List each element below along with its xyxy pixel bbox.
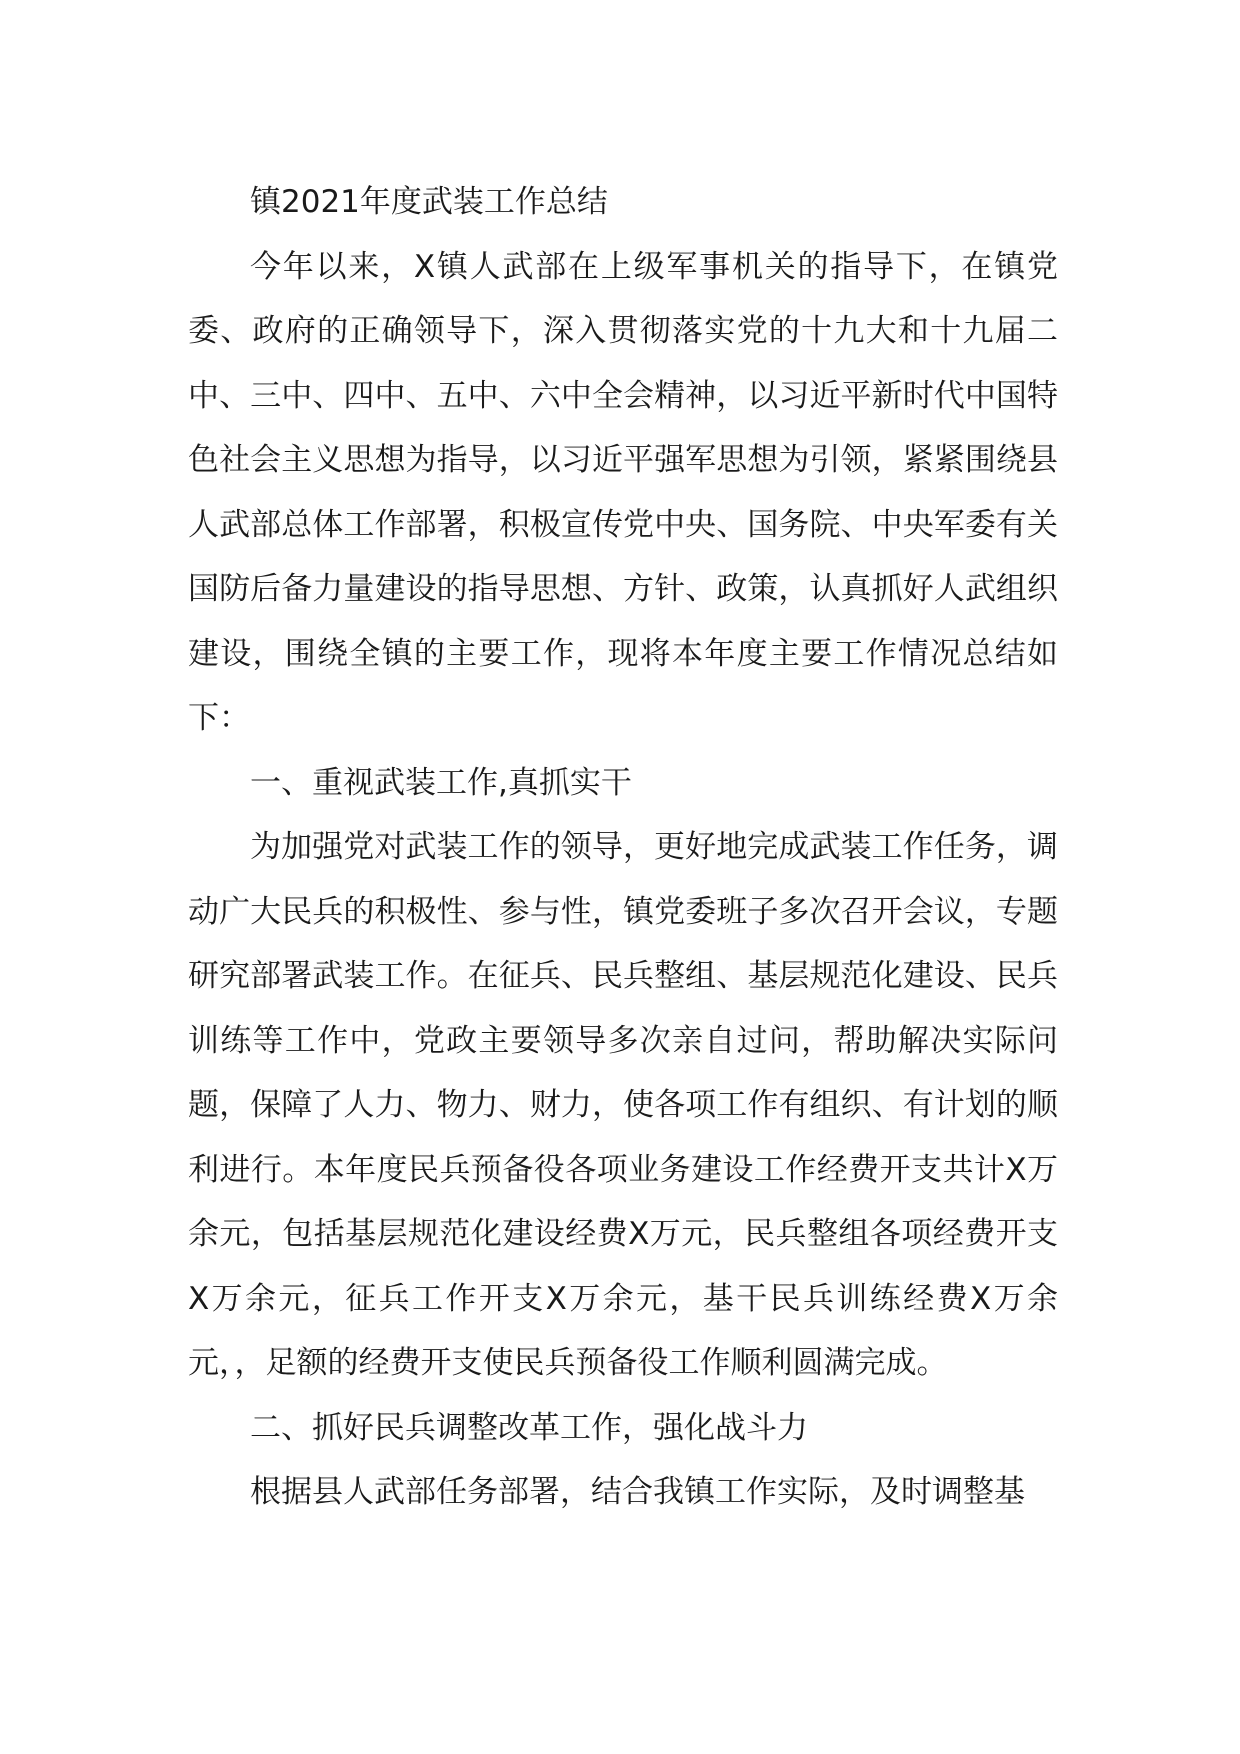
document-title: 镇2021年度武装工作总结 xyxy=(250,184,608,220)
section-heading-2: 二、抓好民兵调整改革工作，强化战斗力 xyxy=(250,1409,808,1446)
document-body xyxy=(188,170,1058,1525)
paragraph-intro: 今年以来，X镇人武部在上级军事机关的指导下，在镇党委、政府的正确领导下，深入贯彻落实党的十九大和十九届二中、三中、四中、五中、六中全会精神，以习近平新时代中国特色社会主义思想为指导，以习近平强军思想为引领，紧紧围绕县人武部总体工作部署，积极宣传党中央、国务院、中央军委有关国防后备力量建设的指导思想、方针、政策，认真抓好人武组织建设，围绕全镇的主要工作，现将本年度主要工作情况总结如下： xyxy=(188,248,1058,736)
section-heading-1: 一、重视武装工作,真抓实干 xyxy=(250,764,632,801)
paragraph-section-1: 为加强党对武装工作的领导，更好地完成武装工作任务，调动广大民兵的积极性、参与性，镇党委班子多次召开会议，专题研究部署武装工作。在征兵、民兵整组、基层规范化建设、民兵训练等工作中，党政主要领导多次亲自过问，帮助解决实际问题，保障了人力、物力、财力，使各项工作有组织、有计划的顺利进行。本年度民兵预备役各项业务建设工作经费开支共计X万余元，包括基层规范化建设经费X万元，民兵整组各项经费开支X万余元，征兵工作开支X万余元，基干民兵训练经费X万余元，，足额的经费开支使民兵预备役工作顺利圆满完成。 xyxy=(188,829,1058,1381)
paragraph-section-2: 根据县人武部任务部署，结合我镇工作实际，及时调整基 xyxy=(250,1474,1025,1510)
